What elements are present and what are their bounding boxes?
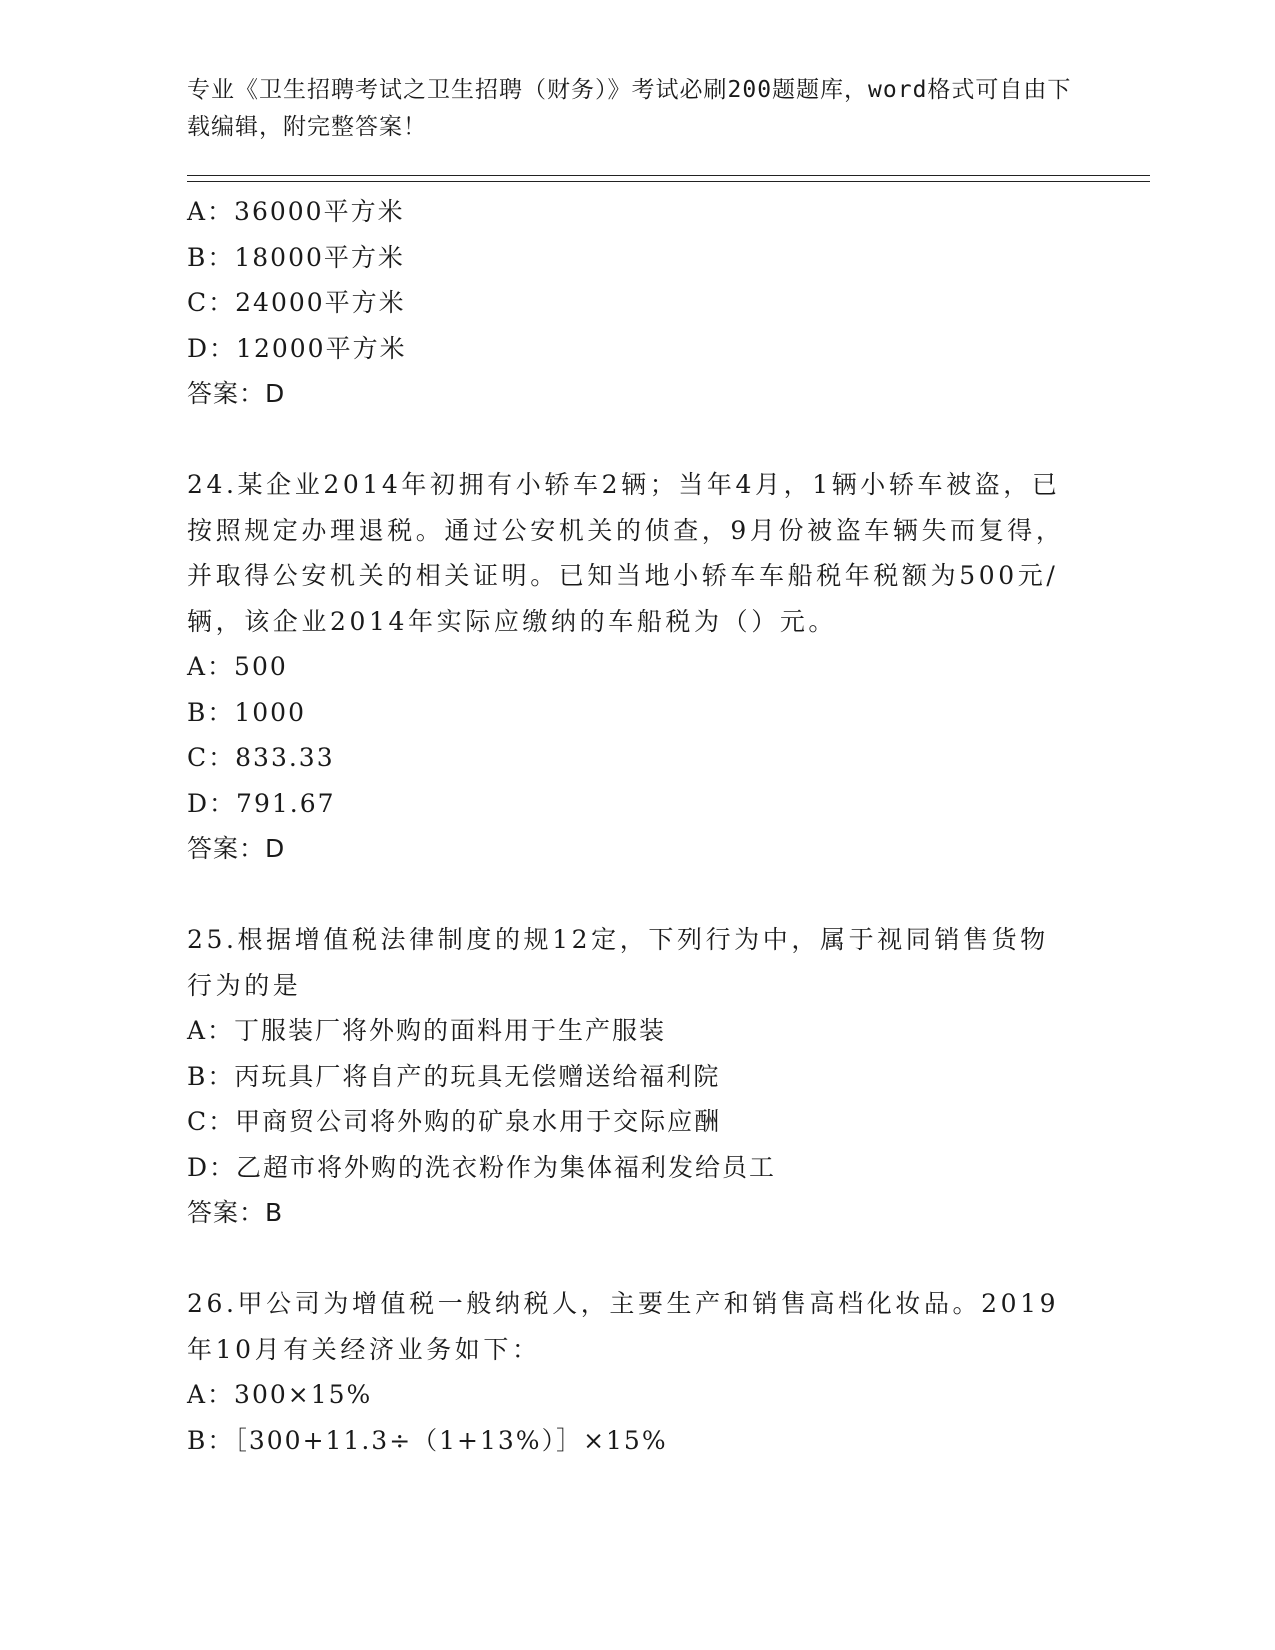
option-c: C：24000平方米 [187,288,406,317]
header-rule-top [187,175,1150,176]
question-text-line: 26.甲公司为增值税一般纳税人，主要生产和销售高档化妆品。2019 [187,1289,1060,1318]
option-d: D：乙超市将外购的洗衣粉作为集体福利发给员工 [187,1152,777,1182]
question-24 [187,462,1087,872]
option-d: D：12000平方米 [187,333,407,363]
answer-line: 答案：B [187,1198,284,1227]
document-header: 专业《卫生招聘考试之卫生招聘（财务）》考试必刷200题题库，word格式可自由下载编辑，附完整答案！ [187,77,1072,140]
header-rule-bottom [187,181,1150,182]
option-b: B：丙玩具厂将自产的玩具无偿赠送给福利院 [187,1061,721,1091]
question-23 [187,189,1087,417]
option-a: A：500 [187,652,288,681]
option-a: A：36000平方米 [187,197,405,226]
question-text-line: 辆，该企业2014年实际应缴纳的车船税为（）元。 [187,606,838,636]
question-text-line: 按照规定办理退税。通过公安机关的侦查，9月份被盗车辆失而复得， [187,515,1065,545]
option-b: B：18000平方米 [187,242,405,272]
question-spacer [187,1236,1087,1282]
option-a: A：丁服装厂将外购的面料用于生产服装 [187,1016,667,1045]
question-text-line: 24.某企业2014年初拥有小轿车2辆；当年4月，1辆小轿车被盗，已 [187,470,1061,499]
option-d: D：791.67 [187,788,336,818]
question-text-line: 25.根据增值税法律制度的规12定，下列行为中，属于视同销售货物 [187,925,1049,954]
question-list [187,189,1087,1463]
option-b: B：1000 [187,697,306,727]
option-c: C：833.33 [187,743,335,772]
question-26 [187,1281,1087,1463]
question-spacer [187,417,1087,463]
option-a: A：300×15% [187,1380,373,1409]
answer-line: 答案：D [187,379,286,408]
option-b: B：［300+11.3÷（1+13%）］×15% [187,1425,668,1455]
question-spacer [187,872,1087,918]
question-text-line: 并取得公安机关的相关证明。已知当地小轿车车船税年税额为500元/ [187,561,1059,590]
question-text-line: 年10月有关经济业务如下： [187,1334,541,1364]
question-25 [187,917,1087,1236]
answer-line: 答案：D [187,834,286,863]
question-text-line: 行为的是 [187,970,302,1000]
option-c: C：甲商贸公司将外购的矿泉水用于交际应酬 [187,1107,722,1136]
